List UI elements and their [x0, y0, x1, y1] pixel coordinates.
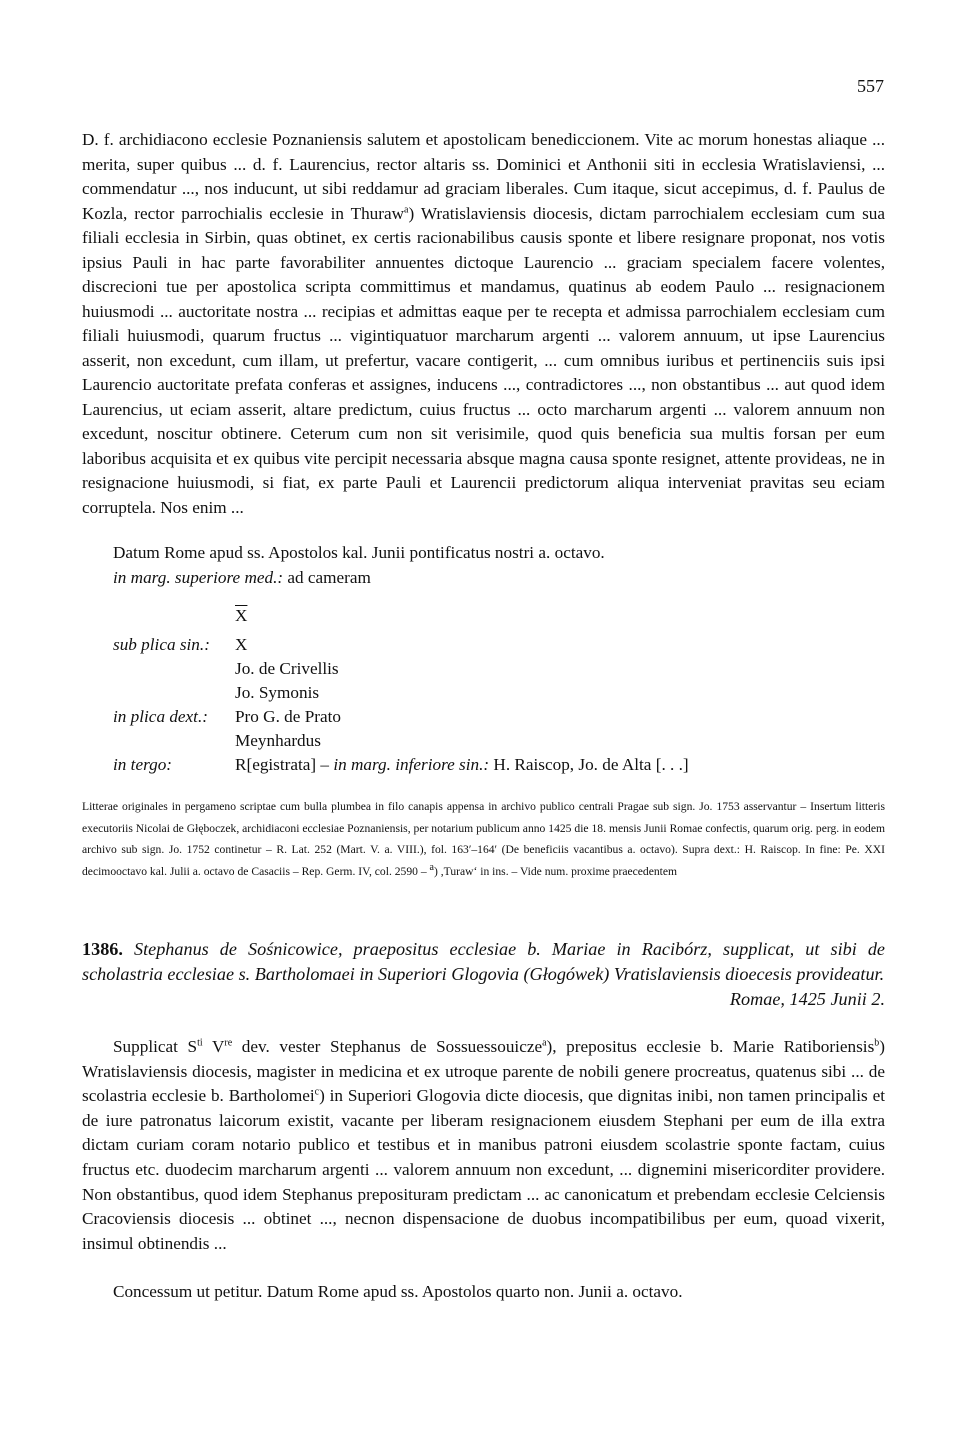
supplication-part6: ) in Superiori Glogovia dicte diocesis, que dignitas inibi, non tamen principalis et de iure patronatus laicorum existit, vacante per liberam resignacionem eiusdem Stephani per eum de illa extra dictam curiam coram notario publico et testibus et in manibus patroni eiusdem scolastrie sponte factam, cuius fructus etc. duodecim marcharum argenti ... valorem annuum non excedunt, ... dignemini misericorditer providere. Non obstantibus, quod idem Stephanus preposituram predictam ... ac canonicatum et prebendam ecclesie Celciensis Cracoviensis diocesis ... obtinet ..., necnon dispensacione de duobus incompatibilibus per eum, quoad vixerit, insimul obtinendis ... — [82, 1086, 885, 1253]
document-heading — [82, 937, 885, 987]
in-plica-value: Pro G. de Prato — [235, 707, 341, 726]
supplication-part3: dev. vester Stephanus de Sossuessouicze — [232, 1037, 543, 1056]
signature-symonis: Jo. Symonis — [235, 683, 320, 702]
signature-x-overline: $\overline{X}$ — [235, 606, 248, 625]
sub-plica-value: X — [235, 635, 248, 654]
footnote-text-part1: Litterae originales in pergameno scriptae cum bulla plumbea in filo canapis appensa in archivo publico centrali Pragae sub sign. Jo. 1753 asservantur – Insertum litteris executoriis Nicolai de Głęboczek, archidiaconi ecclesiae Poznaniensis, per notarium publicum anno 1425 die 18. mensis Junii Romae confectis, quarum orig. perg. in eodem archivo sub sign. Jo. 1752 continetur – R. Lat. 252 (Mart. V. a. VIII.), fol. 163′–164′ (De beneficiis vacantibus a. octavo). Supra dext.: H. Raiscop. In fine: Pe. XXI decimooctavo kal. Julii a. octavo de Casaciis – Rep. Germ. IV, col. 2590 – — [82, 800, 885, 878]
footnote-note-marker: a — [429, 861, 434, 873]
mandate-paragraph — [82, 128, 885, 520]
supplication-part4: ), prepositus ecclesie b. Marie Ratiboriensis — [546, 1037, 875, 1056]
in-tergo-value-italic: in marg. inferiore sin.: — [333, 755, 490, 774]
mandate-text-part2: ) Wratislaviensis diocesis, dictam parrochialem ecclesiam cum sua filiali ecclesia in Sirbin, quas obtinet, ex certis racionabilibus causis sponte et libere resignare proponat, nos votis ipsius Pauli in hac parte favorabiliter annuentes dictoque Laurencio ... graciam specialem facere volentes, discrecioni tue per apostolica scripta committimus et mandamus, quatinus ab eodem Paulo ... resignacionem huiusmodi ... auctoritate nostra ... recipias et admittas eaque per te recepta et admissa parrochialem ecclesiam cum filiali huiusmodi, quarum fructus ... vigintiquatuor marcharum argenti ... valorem annuum, ut ipse Laurencius asserit, non excedunt, cum illam, ut prefertur, vacare contigerit, ... cum omnibus iuribus et pertinenciis suis ipsi Laurencio auctoritate prefata conferas et assignes, inducens ..., contradictores ..., non obstantibus ... aut quod idem Laurencius, ut eciam asserit, altare predictum, cuius fructus ... octo marcharum argenti ... valorem annuum non excedunt, noscitur obtinere. Ceterum cum non sit verisimile, quod quis beneficia sua multis forsan per eum laboribus acquisita et ex quibus vite percipit necessaria absque magna causa sponte resignet, attente provideas, ne in resignacione huiusmodi, si fiat, ex parte Pauli et Laurencii predictorum aliqua interveniat pravitas seu eciam corruptela. Nos enim ... — [82, 203, 885, 517]
mandate-text-part1: D. f. archidiacono ecclesie Poznaniensis salutem et apostolicam benediccionem. Vite ac morum honestas aliaque ... merita, super quibus ... d. f. Laurencius, rector altaris ss. Dominici et Anthonii siti in ecclesia Wratislaviensi, ... commendatur ..., nos inducunt, ut sibi reddamur ad graciam liberales. Cum itaque, sicut accepimus, d. f. Paulus de Kozla, rector parrochialis ecclesie in Thuraw — [82, 130, 885, 223]
margin-note-superior — [113, 566, 371, 591]
in-tergo-value-part2: H. Raiscop, Jo. de Alta [. . .] — [489, 755, 689, 774]
document-title: Stephanus de Sośnicowice, praepositus ecclesiae b. Mariae in Racibórz, supplicat, ut sibi de scholastria ecclesiae s. Bartholomaei in Superiori Glogovia (Głogówek) Vratislaviensis dioecesis provideatur. — [82, 939, 885, 984]
heading-paragraph — [82, 937, 885, 987]
margin-note-label: in marg. superiore med.: — [113, 568, 284, 587]
signature-meynhardus: Meynhardus — [235, 731, 321, 750]
supplication-part5: ) Wratislaviensis diocesis, magister in medicina et ex utroque parente de nobili genere procreatus, quatenus sibi ... de scolastria ecclesie b. Bartholomei — [82, 1037, 886, 1106]
footnote-paragraph — [82, 796, 885, 882]
in-tergo-value — [235, 755, 689, 775]
supplication-paragraph — [82, 1035, 885, 1256]
note-marker-c: c — [314, 1086, 320, 1098]
in-plica-label: in plica dext.: — [113, 707, 208, 726]
page-number: 557 — [857, 76, 884, 96]
document-number: 1386. — [82, 939, 123, 959]
margin-note-value: ad cameram — [283, 568, 371, 587]
document-date: Romae, 1425 Junii 2. — [729, 989, 885, 1009]
sup-ti: ti — [197, 1037, 203, 1049]
footnote-marker-a: a — [404, 203, 409, 215]
note-marker-b: b — [874, 1037, 880, 1049]
supplication-part2: V — [202, 1037, 225, 1056]
datum-line: Datum Rome apud ss. Apostolos kal. Junii pontificatus nostri a. octavo. — [113, 543, 605, 562]
supplication-part1: Supplicat S — [113, 1037, 198, 1056]
sup-re: re — [224, 1037, 233, 1049]
footnote-block — [82, 796, 885, 882]
supplication-text — [82, 1035, 885, 1256]
mandate-text — [82, 128, 885, 520]
concessum-line: Concessum ut petitur. Datum Rome apud ss. Apostolos quarto non. Junii a. octavo. — [113, 1282, 683, 1301]
sub-plica-label: sub plica sin.: — [113, 635, 210, 654]
footnote-text-part2: ) ,Turaw‘ in ins. – Vide num. proxime praecedentem — [433, 864, 678, 878]
in-tergo-value-part1: R[egistrata] – — [235, 755, 334, 774]
in-tergo-label: in tergo: — [113, 755, 173, 774]
note-marker-a: a — [542, 1037, 547, 1049]
signature-crivellis: Jo. de Crivellis — [235, 659, 339, 678]
